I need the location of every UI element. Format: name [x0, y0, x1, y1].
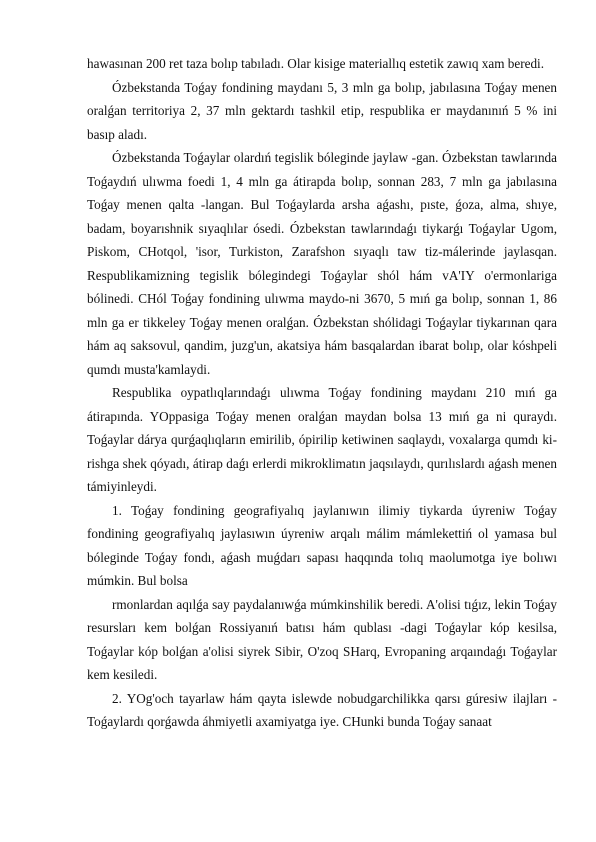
paragraph-2: Ózbekstanda Toǵay fondining maydanı 5, 3 mln ga bolıp, jabılasına Toǵay menen oralǵan territoriya 2, 37 mln gektardı tashkil etip, respublika er maydanınıń 5 % ini basıp aladı.	[87, 79, 557, 142]
paragraph-4: Respublika oypatlıqlarındaǵı ulıwma Toǵay fondining maydanı 210 mıń ga átirapında. YOppasiga Toǵay menen oralǵan maydan bolsa 13 mıń ga ni quraydı. Toǵaylar dárya qurǵaqlıqların emirilib, ópirilip ketiwinen saqlaydı, voxalarga qumdı ki-rishga shek qóyadı, átirap daǵı erlerdi mikroklimatın jaqsılaydı, qurılıslardı aǵash menen támiyinleydi.	[87, 385, 557, 494]
document-page	[87, 52, 557, 734]
paragraph-1: hawasınan 200 ret taza bolıp tabıladı. Olar kisige materiallıq estetik zawıq xam beredi.	[87, 56, 545, 71]
paragraph-7: 2. YOg'och tayarlaw hám qayta islewde nobudgarchilikka qarsı gúresiw ilajları -Toǵaylardı qorǵawda áhmiyetli axamiyatga iye. CHunki bunda Toǵay sanaat	[87, 690, 557, 729]
paragraph-3: Ózbekstanda Toǵaylar olardıń tegislik bóleginde jaylaw -gan. Ózbekstan tawlarında Toǵaydıń ulıwma foedi 1, 4 mln ga átirapda bolıp, sonnan 283, 7 mln ga jabılasına Toǵay menen qalta -langan. Bul Toǵaylarda arsha aǵashı, pıste, ǵoza, alma, shıye, badam, boyarıshnik sıyaqlılar ósedi. Ózbekstan tawlarındaǵı tiykarǵı Toǵaylar Ugom, Piskom, CHotqol, 'isor, Turkiston, Zarafshon sıyaqlı taw tiz-málerinde jaylasqan. Respublikamizning tegislik bólegindegi Toǵaylar shól hám vA'IY o'ermonlariga bólinedi. CHól Toǵay fondining ulıwma maydo-ni 3670, 5 mıń ga bolıp, sonnan 1, 86 mln ga er tikkeley Toǵay menen oralǵan. Ózbekstan shólidagi Toǵaylar tiykarınan qara hám aq saksovul, qandim, juzg'un, akatsiya hám basqalardan ibarat bolıp, olar kóshpeli qumdı musta'kamlaydi.	[87, 150, 557, 377]
paragraph-6: rmonlardan aqılǵa say paydalanıwǵa múmkinshilik beredi. A'olisi tıǵız, lekin Toǵay resursları kem bolǵan Rossiyanıń batısı hám qublası -dagi Toǵaylar kóp kesilsa, Toǵaylar kóp bolǵan a'olisi siyrek Sibir, O'zoq SHarq, Evropaning arqaındaǵı Toǵaylar kem kesiledi.	[87, 596, 557, 682]
paragraph-5: 1. Toǵay fondining geografiyalıq jaylanıwın ilimiy tiykarda úyreniw Toǵay fondining geografiyalıq jaylasıwın úyreniw arqalı málim mámlekettiń ol yamasa bul bóleginde Toǵay fondı, aǵash muǵdarı sapası haqqında tolıq maolumotga iye bolıwı múmkin. Bul bolsa	[87, 502, 557, 588]
